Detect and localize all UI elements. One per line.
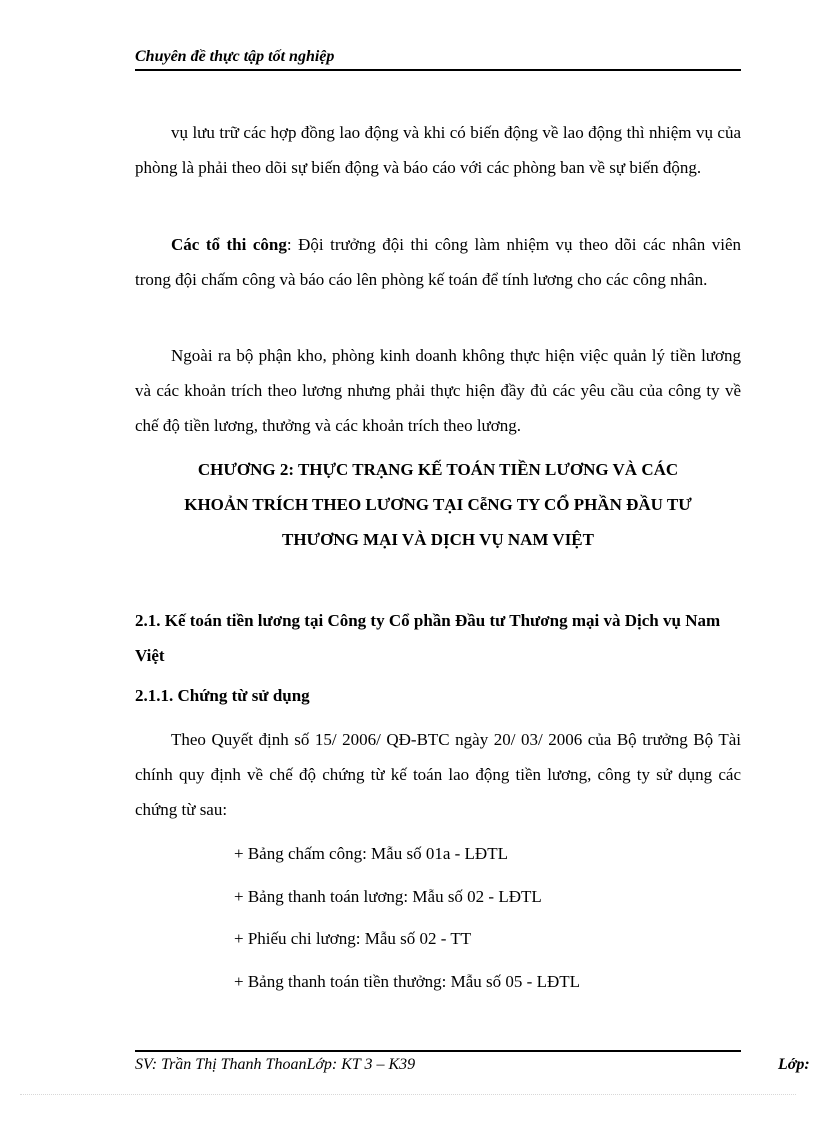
list-item: + Bảng thanh toán tiền thưởng: Mẫu số 05 - LĐTL — [234, 971, 581, 991]
header-divider — [135, 69, 741, 71]
section-intro: Theo Quyết định số 15/ 2006/ QĐ-BTC ngày 20/ 03/ 2006 của Bộ trưởng Bộ Tài chính quy định về chế độ chứng từ kế toán lao động tiền lương, công ty sử dụng các chứng từ sau: — [135, 730, 741, 819]
section-heading: 2.1. Kế toán tiền lương tại Công ty Cổ phần Đầu tư Thương mại và Dịch vụ Nam Việt — [135, 611, 721, 665]
paragraph-3: Ngoài ra bộ phận kho, phòng kinh doanh không thực hiện việc quản lý tiền lương và các khoản trích theo lương nhưng phải thực hiện đầy đủ các yêu cầu của công ty về chế độ tiền lương, thưởng và các khoản trích theo lương. — [135, 346, 741, 435]
footer-divider — [135, 1050, 741, 1052]
chapter-title — [135, 452, 741, 557]
paragraph-2-text: : Đội trưởng đội thi công làm nhiệm vụ theo dõi các nhân viên trong đội chấm công và báo cáo lên phòng kế toán để tính lương cho các công nhân. — [135, 235, 742, 289]
subsection-heading: 2.1.1. Chứng từ sử dụng — [135, 686, 310, 705]
chapter-title-line-2: KHOẢN TRÍCH THEO LƯƠNG TẠI CễNG TY CỔ PHẦN ĐẦU TƯ — [184, 495, 692, 514]
paragraph-1 — [135, 115, 741, 185]
page-bottom-border — [20, 1094, 796, 1095]
paragraph-2 — [135, 227, 741, 297]
paragraph-1-text: vụ lưu trữ các hợp đồng lao động và khi có biến động về lao động thì nhiệm vụ của phòng là phải theo dõi sự biến động và báo cáo với các phòng ban về sự biến động. — [135, 123, 741, 177]
chapter-title-line-1: CHƯƠNG 2: THỰC TRẠNG KẾ TOÁN TIỀN LƯƠNG VÀ CÁC — [197, 460, 679, 479]
list-item: + Bảng thanh toán lương: Mẫu số 02 - LĐTL — [234, 886, 542, 906]
paragraph-2-lead: Các tổ thi công — [171, 235, 287, 254]
footer-class-label: Lớp: — [778, 1056, 810, 1073]
footer-student: SV: Trần Thị Thanh ThoanLớp: KT 3 – K39 — [135, 1056, 416, 1073]
chapter-title-line-3: THƯƠNG MẠI VÀ DỊCH VỤ NAM VIỆT — [281, 530, 594, 549]
page-header-title: Chuyên đề thực tập tốt nghiệp — [135, 48, 335, 65]
document-list — [234, 833, 580, 1003]
list-item: + Phiếu chi lương: Mẫu số 02 - TT — [234, 929, 472, 948]
list-item: + Bảng chấm công: Mẫu số 01a - LĐTL — [234, 844, 508, 863]
